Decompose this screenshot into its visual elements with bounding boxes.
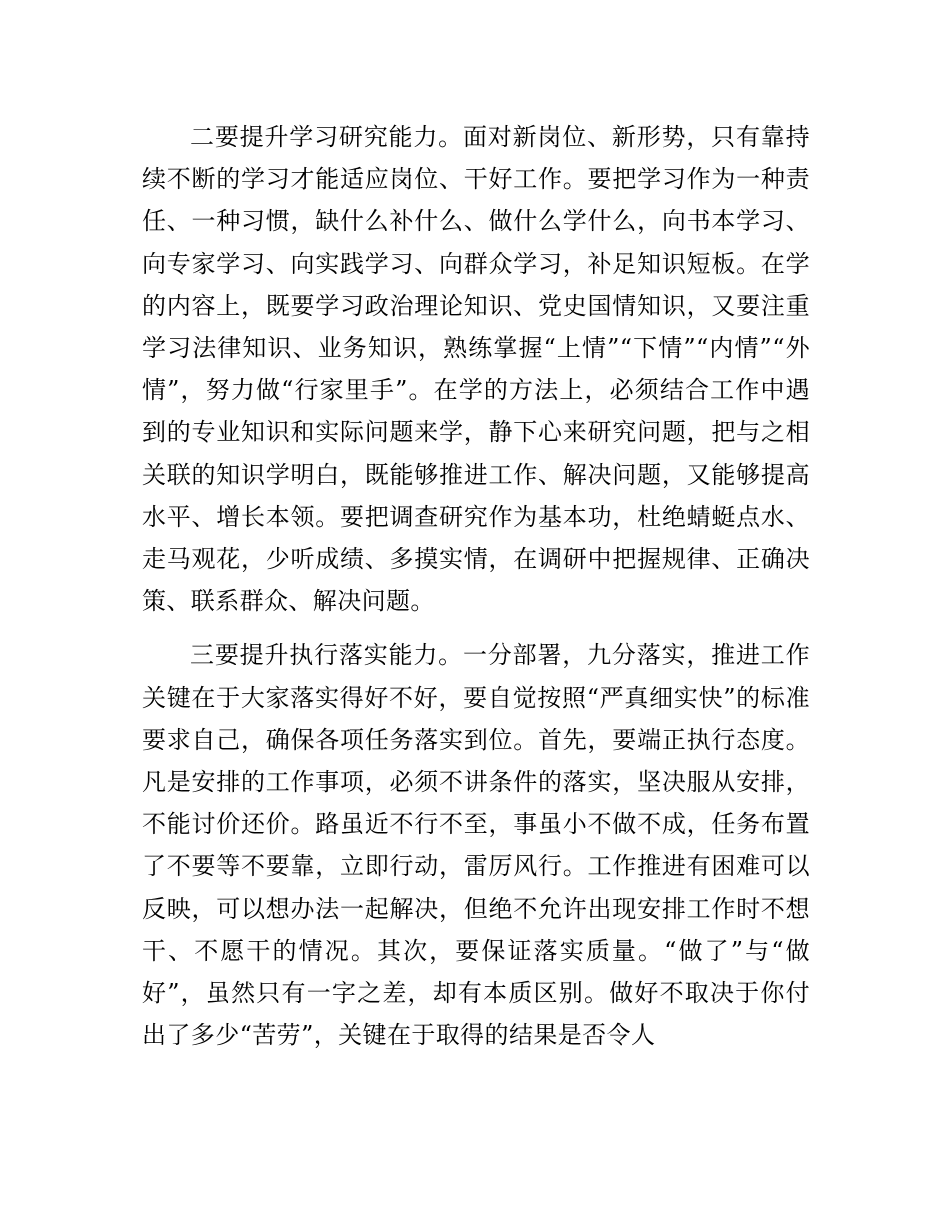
paragraph-execution-ability: 三要提升执行落实能力。一分部署，九分落实，推进工作关键在于大家落实得好不好，要自觉按照“严真细实快”的标准要求自己，确保各项任务落实到位。首先，要端正执行态度。凡是安排的工作事项，必须不讲条件的落实，坚决服从安排，不能讨价还价。路虽近不行不至，事虽小不做不成，任务布置了不要等不要靠，立即行动，雷厉风行。工作推进有困难可以反映，可以想办法一起解决，但绝不允许出现安排工作时不想干、不愿干的情况。其次，要保证落实质量。“做了”与“做好”，虽然只有一字之差，却有本质区别。做好不取决于你付出了多少“苦劳”，关键在于取得的结果是否令人 [142,641,810,1050]
document-body [142,116,810,1056]
paragraph-study-ability: 二要提升学习研究能力。面对新岗位、新形势，只有靠持续不断的学习才能适应岗位、干好工作。要把学习作为一种责任、一种习惯，缺什么补什么、做什么学什么，向书本学习、向专家学习、向实践学习、向群众学习，补足知识短板。在学的内容上，既要学习政治理论知识、党史国情知识，又要注重学习法律知识、业务知识，熟练掌握“上情”“下情”“内情”“外情”，努力做“行家里手”。在学的方法上，必须结合工作中遇到的专业知识和实际问题来学，静下心来研究问题，把与之相关联的知识学明白，既能够推进工作、解决问题，又能够提高水平、增长本领。要把调查研究作为基本功，杜绝蜻蜓点水、走马观花，少听成绩、多摸实情，在调研中把握规律、正确决策、联系群众、解决问题。 [142,123,810,616]
